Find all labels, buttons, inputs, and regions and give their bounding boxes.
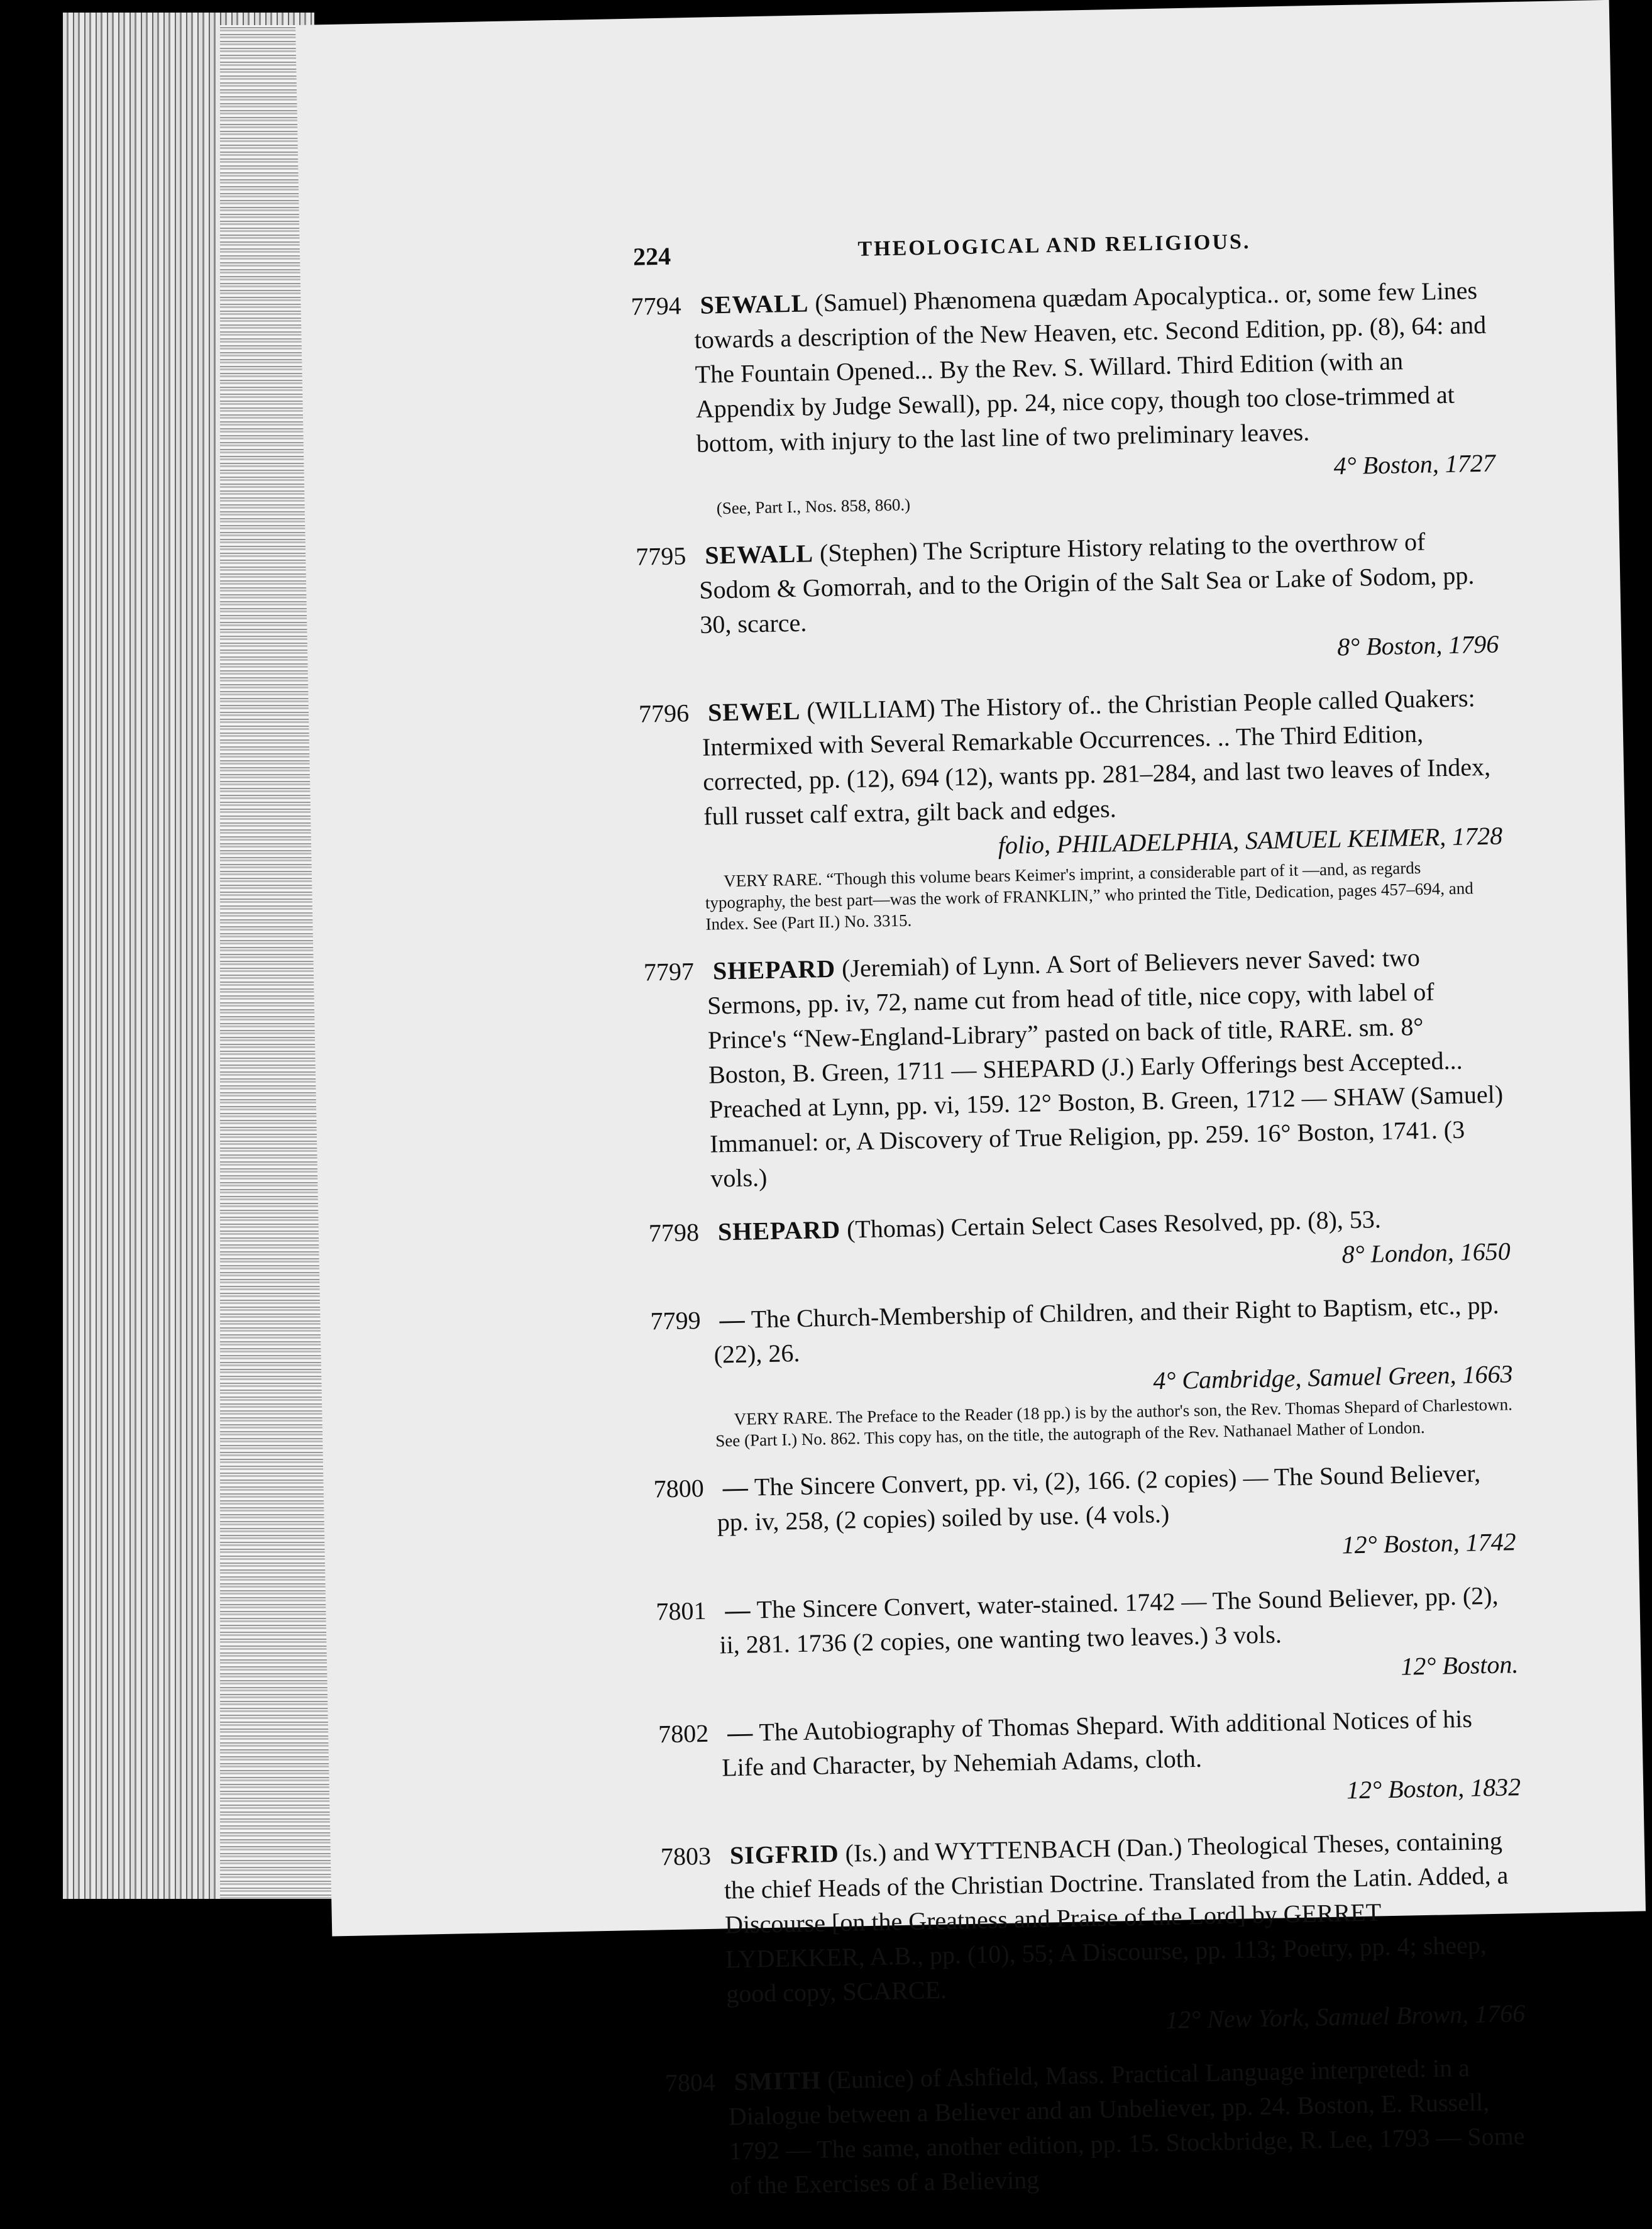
- entry-imprint: 12° Boston, 1832: [1346, 1773, 1521, 1805]
- book-page: [295, 0, 1646, 2200]
- entry-number: 7804: [664, 2067, 716, 2098]
- entry-author: SIGFRID: [729, 1839, 840, 1870]
- entry-number: 7803: [660, 1841, 712, 1871]
- catalogue-entry: [664, 2049, 1528, 2204]
- entry-number: 7795: [635, 541, 686, 571]
- catalogue-entry: [653, 1455, 1516, 1575]
- entry-author: SEWALL: [704, 539, 814, 570]
- entry-text: The Autobiography of Thomas Shepard. With additional Notices of his Life and Character, by Nehemiah Adams, cloth.: [721, 1704, 1473, 1782]
- entry-imprint: 12° Boston.: [1400, 1650, 1519, 1681]
- entry-imprint: 8° London, 1650: [1341, 1237, 1511, 1269]
- entry-author: —: [722, 1473, 749, 1502]
- entry-text: (Eunice) of Ashfield, Mass. Practical Language interpreted: in a Dialogue between a Believer and an Unbeliever, pp. 24. Boston, E. Russell, 1792 — The same, another edition, pp. 15. Stockbridge, R. Lee, 1793 — Some of the Exercises of a Believing: [728, 2053, 1525, 2200]
- entry-text: (Samuel) Phænomena quædam Apocalyptica.. or, some few Lines towards a description of the New Heaven, etc. Second Edition, pp. (8), 64: and The Fountain Opened... By the Rev. S. Willard. Third Edition (with an Appendix by Judge Sewall), pp. 24, nice copy, though too close-trimmed at bottom, with injury to the last line of two preliminary leaves.: [694, 275, 1487, 458]
- entry-author: —: [719, 1305, 746, 1334]
- entry-imprint: 12° Boston, 1742: [1341, 1527, 1517, 1559]
- entry-imprint: 4° Boston, 1727: [1333, 448, 1496, 480]
- entry-text: The Sincere Convert, pp. vi, (2), 166. (2 copies) — The Sound Believer, pp. iv, 258, (2 copies) soiled by use. (4 vols.): [717, 1459, 1481, 1537]
- entry-number: 7799: [650, 1306, 702, 1336]
- catalogue-entry: [636, 523, 1499, 677]
- entry-author: SHEPARD: [717, 1215, 841, 1246]
- page-header: [633, 226, 1476, 280]
- page-number: 224: [632, 241, 671, 271]
- catalogue-entry: [660, 1823, 1525, 2047]
- entry-number: 7794: [631, 291, 682, 321]
- entry-text: (Jeremiah) of Lynn. A Sort of Believers never Saved: two Sermons, pp. iv, 72, name cut from head of title, nice copy, with label of Prince's “New-England-Library” pasted on back of title, RARE. sm. 8° Boston, B. Green, 1711 — SHEPARD (J.) Early Offerings best Accepted... Preached at Lynn, pp. vi, 159. 12° Boston, B. Green, 1712 — SHAW (Samuel) Immanuel: or, A Discovery of True Religion, pp. 259. 16° Boston, 1741. (3 vols.): [707, 943, 1504, 1193]
- entry-number: 7796: [638, 699, 690, 728]
- catalogue-entries: [631, 273, 1529, 2223]
- entry-imprint: 8° Boston, 1796: [1336, 629, 1499, 661]
- entry-imprint: 12° New York, Samuel Brown, 1766: [1165, 1999, 1526, 2035]
- entry-imprint: 4° Cambridge, Samuel Green, 1663: [1152, 1359, 1513, 1395]
- entry-text: (Is.) and WYTTENBACH (Dan.) Theological Theses, containing the chief Heads of the Christian Doctrine. Translated from the Latin. Added, a Discourse [on the Greatness and Praise of the Lord] by GERRET LYDEKKER, A.B., pp. (10), 55; A Discourse, pp. 113; Poetry, pp. 4; sheep, good copy, SCARCE.: [724, 1826, 1509, 2008]
- entry-number: 7801: [656, 1596, 707, 1626]
- entry-text: (Thomas) Certain Select Cases Resolved, pp. (8), 53.: [846, 1205, 1382, 1244]
- entry-author: SHEPARD: [712, 954, 836, 985]
- catalogue-entry: [631, 273, 1496, 521]
- entry-text: The Sincere Convert, water-stained. 1742 — The Sound Believer, pp. (2), ii, 281. 1736 (2 copies, one wanting two leaves.) 3 vols.: [719, 1581, 1499, 1659]
- entry-number: 7802: [658, 1718, 709, 1749]
- entry-author: —: [727, 1718, 754, 1747]
- catalogue-entry: [658, 1700, 1521, 1820]
- entry-imprint: folio, PHILADELPHIA, SAMUEL KEIMER, 1728: [998, 821, 1503, 860]
- entry-author: —: [725, 1595, 751, 1625]
- entry-note: (See, Part I., Nos. 858, 860.): [716, 495, 911, 518]
- entry-note: VERY RARE. “Though this volume bears Keimer's imprint, a considerable part of it —and, as regards typography, the best part—was the work of FRANKLIN,” who printed the Title, Dedication, pages 457–694, and Index. See (Part II.) No. 3315.: [705, 858, 1474, 934]
- catalogue-entry: [639, 680, 1504, 936]
- entry-text: (WILLIAM) The History of.. the Christian People called Quakers: Intermixed with Several Remarkable Occurrences. .. The Third Edition, corrected, pp. (12), 694 (12), wants pp. 281–284, and last two leaves of Index, full russet calf extra, gilt back and edges.: [702, 683, 1491, 831]
- catalogue-entry: [656, 1578, 1519, 1698]
- entry-number: 7797: [643, 957, 695, 987]
- entry-number: 7798: [648, 1218, 700, 1247]
- catalogue-entry: [648, 1199, 1511, 1285]
- catalogue-entry: [643, 938, 1509, 1197]
- entry-note: VERY RARE. The Preface to the Reader (18 pp.) is by the author's son, the Rev. Thomas Shepard of Charlestown. See (Part I.) No. 862. This copy has, on the title, the autograph of the Rev. Nathanael Mather of London.: [715, 1395, 1513, 1451]
- catalogue-entry: [650, 1287, 1514, 1452]
- running-head: THEOLOGICAL AND RELIGIOUS.: [857, 230, 1251, 261]
- entry-author: SMITH: [734, 2066, 822, 2096]
- entry-author: SEWALL: [700, 289, 809, 319]
- entry-text: (Stephen) The Scripture History relating to the overthrow of Sodom & Gomorrah, and to the Origin of the Salt Sea or Lake of Sodom, pp. 30, scarce.: [698, 527, 1475, 639]
- entry-text: The Church-Membership of Children, and their Right to Baptism, etc., pp. (22), 26.: [713, 1290, 1499, 1369]
- entry-number: 7800: [653, 1473, 705, 1503]
- entry-author: SEWEL: [707, 696, 801, 727]
